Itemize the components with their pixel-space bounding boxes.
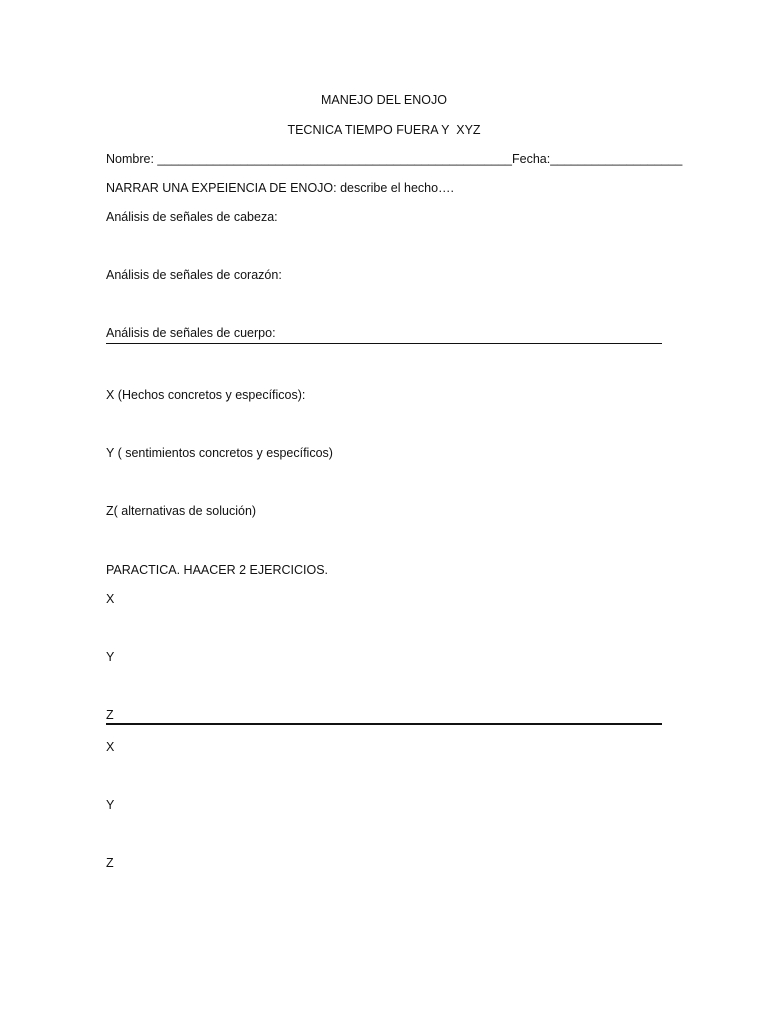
heart-signals-label: Análisis de señales de corazón: bbox=[106, 268, 282, 282]
exercise-1-y: Y bbox=[106, 650, 115, 664]
y-feelings-label: Y ( sentimientos concretos y específicos) bbox=[106, 446, 333, 460]
document-title: MANEJO DEL ENOJO bbox=[321, 93, 447, 107]
exercise-divider bbox=[106, 723, 662, 725]
name-date-row bbox=[106, 151, 682, 167]
z-alternatives-label: Z( alternativas de solución) bbox=[106, 504, 257, 518]
exercise-1-x: X bbox=[106, 592, 115, 606]
exercise-2-y: Y bbox=[106, 798, 115, 812]
x-facts-label: X (Hechos concretos y específicos): bbox=[106, 388, 306, 402]
narrate-prompt: NARRAR UNA EXPEIENCIA DE ENOJO: describe el hecho…. bbox=[106, 181, 455, 195]
date-blank: ___________________ bbox=[550, 152, 683, 166]
date-label: Fecha: bbox=[511, 152, 551, 166]
head-signals-label: Análisis de señales de cabeza: bbox=[106, 210, 278, 224]
exercise-2-z: Z bbox=[106, 856, 114, 870]
exercise-2-x: X bbox=[106, 740, 115, 754]
document-subtitle: TECNICA TIEMPO FUERA Y XYZ bbox=[287, 123, 481, 137]
name-label: Nombre: bbox=[106, 152, 154, 166]
section-divider bbox=[106, 343, 662, 344]
practice-heading: PARACTICA. HAACER 2 EJERCICIOS. bbox=[106, 563, 329, 577]
exercise-1-z: Z bbox=[106, 708, 114, 722]
name-blank: ___________________________________________________ bbox=[157, 152, 512, 166]
body-signals-label: Análisis de señales de cuerpo: bbox=[106, 326, 276, 340]
